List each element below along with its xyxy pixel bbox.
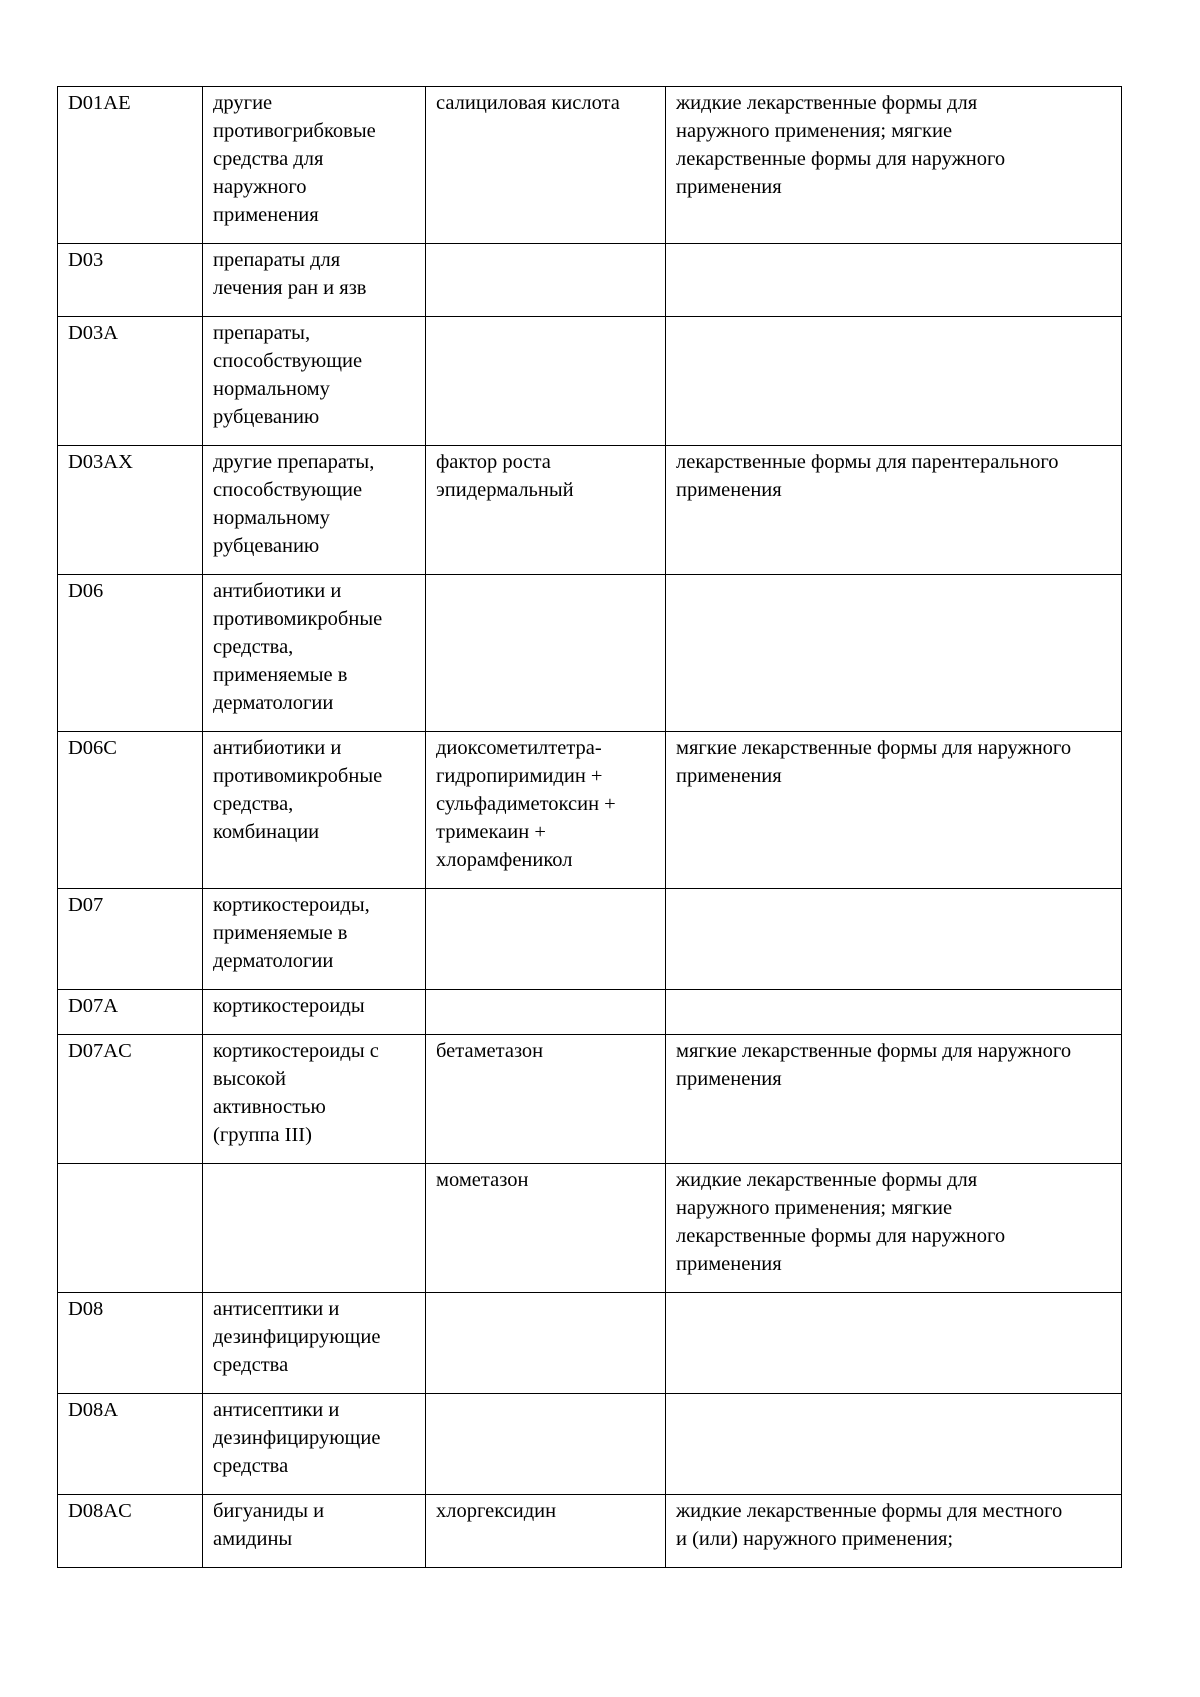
group-name-cell: антисептики и дезинфицирующие средства <box>203 1293 426 1394</box>
group-name-cell: кортикостероиды с высокой активностью (группа III) <box>203 1035 426 1164</box>
table-body <box>58 87 1122 1568</box>
dosage-form-cell <box>666 317 1122 446</box>
drug-name-cell <box>426 244 666 317</box>
table-row <box>58 1164 1122 1293</box>
table-row <box>58 87 1122 244</box>
dosage-form-cell: жидкие лекарственные формы для местного и (или) наружного применения; <box>666 1495 1122 1568</box>
drug-name-cell: мометазон <box>426 1164 666 1293</box>
atc-code-cell: D07A <box>58 990 203 1035</box>
table-row <box>58 446 1122 575</box>
dosage-form-cell: мягкие лекарственные формы для наружного применения <box>666 1035 1122 1164</box>
atc-code-cell: D07AC <box>58 1035 203 1164</box>
dosage-form-cell: жидкие лекарственные формы для наружного применения; мягкие лекарственные формы для наружного применения <box>666 1164 1122 1293</box>
drug-name-cell: бетаметазон <box>426 1035 666 1164</box>
atc-code-cell: D01AE <box>58 87 203 244</box>
drug-name-cell <box>426 990 666 1035</box>
table-row <box>58 889 1122 990</box>
table-row <box>58 990 1122 1035</box>
drug-name-cell: фактор роста эпидермальный <box>426 446 666 575</box>
drug-name-cell <box>426 1394 666 1495</box>
group-name-cell: препараты, способствующие нормальному рубцеванию <box>203 317 426 446</box>
atc-code-cell: D08 <box>58 1293 203 1394</box>
atc-code-cell: D03AX <box>58 446 203 575</box>
dosage-form-cell: мягкие лекарственные формы для наружного применения <box>666 732 1122 889</box>
atc-drug-table <box>57 86 1122 1568</box>
dosage-form-cell <box>666 244 1122 317</box>
table-row <box>58 1035 1122 1164</box>
atc-code-cell: D06 <box>58 575 203 732</box>
table-row <box>58 732 1122 889</box>
group-name-cell: антибиотики и противомикробные средства, комбинации <box>203 732 426 889</box>
group-name-cell: другие препараты, способствующие нормальному рубцеванию <box>203 446 426 575</box>
drug-name-cell: хлоргексидин <box>426 1495 666 1568</box>
table-row <box>58 244 1122 317</box>
group-name-cell: препараты для лечения ран и язв <box>203 244 426 317</box>
group-name-cell: кортикостероиды, применяемые в дерматологии <box>203 889 426 990</box>
group-name-cell: другие противогрибковые средства для наружного применения <box>203 87 426 244</box>
group-name-cell: антисептики и дезинфицирующие средства <box>203 1394 426 1495</box>
drug-name-cell <box>426 575 666 732</box>
table-row <box>58 575 1122 732</box>
group-name-cell: бигуаниды и амидины <box>203 1495 426 1568</box>
drug-name-cell: салициловая кислота <box>426 87 666 244</box>
atc-code-cell: D08A <box>58 1394 203 1495</box>
group-name-cell <box>203 1164 426 1293</box>
dosage-form-cell: жидкие лекарственные формы для наружного применения; мягкие лекарственные формы для наружного применения <box>666 87 1122 244</box>
atc-code-cell <box>58 1164 203 1293</box>
atc-code-cell: D06C <box>58 732 203 889</box>
atc-code-cell: D08AC <box>58 1495 203 1568</box>
table-row <box>58 1293 1122 1394</box>
dosage-form-cell: лекарственные формы для парентерального применения <box>666 446 1122 575</box>
table-row <box>58 317 1122 446</box>
drug-name-cell <box>426 889 666 990</box>
atc-code-cell: D03 <box>58 244 203 317</box>
group-name-cell: кортикостероиды <box>203 990 426 1035</box>
table-row <box>58 1495 1122 1568</box>
dosage-form-cell <box>666 1293 1122 1394</box>
drug-name-cell: диоксометилтетра- гидропиримидин + сульфадиметоксин + тримекаин + хлорамфеникол <box>426 732 666 889</box>
atc-code-cell: D03A <box>58 317 203 446</box>
table-row <box>58 1394 1122 1495</box>
drug-name-cell <box>426 317 666 446</box>
dosage-form-cell <box>666 1394 1122 1495</box>
atc-code-cell: D07 <box>58 889 203 990</box>
drug-name-cell <box>426 1293 666 1394</box>
dosage-form-cell <box>666 575 1122 732</box>
dosage-form-cell <box>666 990 1122 1035</box>
dosage-form-cell <box>666 889 1122 990</box>
group-name-cell: антибиотики и противомикробные средства, применяемые в дерматологии <box>203 575 426 732</box>
